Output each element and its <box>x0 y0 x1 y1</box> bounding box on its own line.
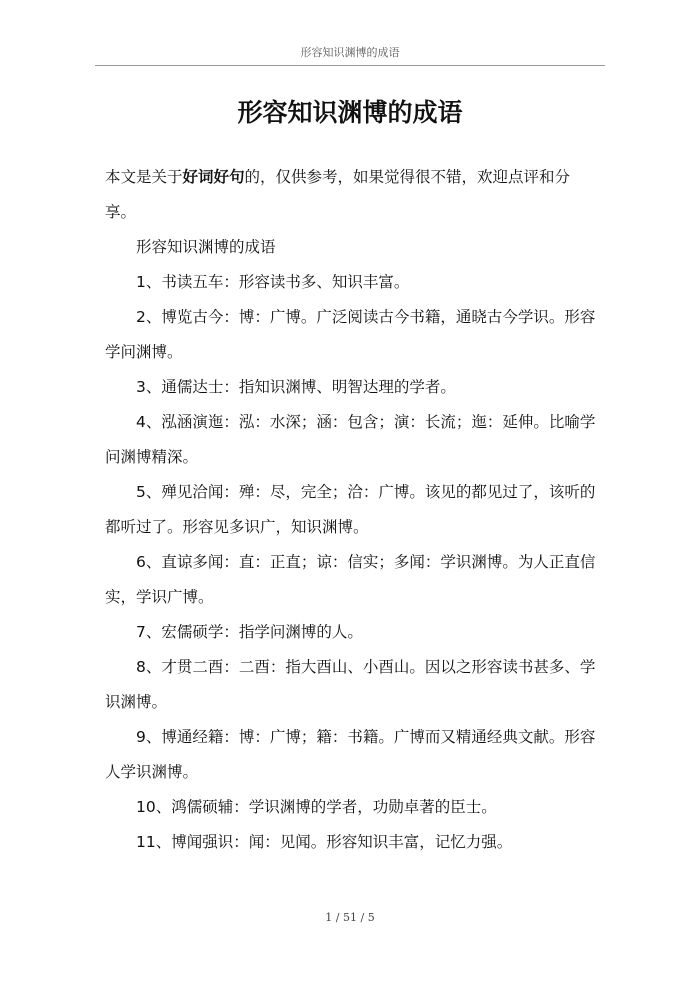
idiom-item-4: 4、泓涵演迤：泓：水深；涵：包含；演：长流；迤：延伸。比喻学问渊博精深。 <box>105 413 596 466</box>
idiom-item-5: 5、殚见洽闻：殚：尽，完全；洽：广博。该见的都见过了，该听的都听过了。形容见多识广，知识渊博。 <box>105 483 596 536</box>
idiom-item-8: 8、才贯二酉：二酉：指大酉山、小酉山。因以之形容读书甚多、学识渊博。 <box>105 658 596 711</box>
intro-keyword-link[interactable]: 好词好句 <box>182 168 245 186</box>
idiom-item-2: 2、博览古今：博：广博。广泛阅读古今书籍，通晓古今学识。形容学问渊博。 <box>105 308 596 361</box>
idiom-item-9: 9、博通经籍：博：广博；籍：书籍。广博而又精通经典文献。形容人学识渊博。 <box>105 728 596 781</box>
idiom-item-11: 11、博闻强识：闻：见闻。形容知识丰富，记忆力强。 <box>136 833 513 851</box>
page-number: 1 / 51 / 5 <box>325 911 375 924</box>
intro-after: 的，仅供参考，如果觉得很不错，欢迎点评和分享。 <box>105 168 571 221</box>
idiom-item-3: 3、通儒达士：指知识渊博、明智达理的学者。 <box>136 378 456 396</box>
document-title: 形容知识渊博的成语 <box>237 98 463 127</box>
intro-before: 本文是关于 <box>105 168 183 186</box>
idiom-item-10: 10、鸿儒硕辅：学识渊博的学者，功勋卓著的臣士。 <box>136 798 497 816</box>
idiom-item-1: 1、书读五车：形容读书多、知识丰富。 <box>136 273 410 291</box>
running-header: 形容知识渊博的成语 <box>95 44 605 66</box>
intro-paragraph <box>105 160 600 230</box>
idiom-item-6: 6、直谅多闻：直：正直；谅：信实；多闻：学识渊博。为人正直信实，学识广博。 <box>105 553 596 606</box>
idiom-item-7: 7、宏儒硕学：指学问渊博的人。 <box>136 623 363 641</box>
document-body <box>105 160 600 860</box>
section-subtitle: 形容知识渊博的成语 <box>136 238 276 256</box>
